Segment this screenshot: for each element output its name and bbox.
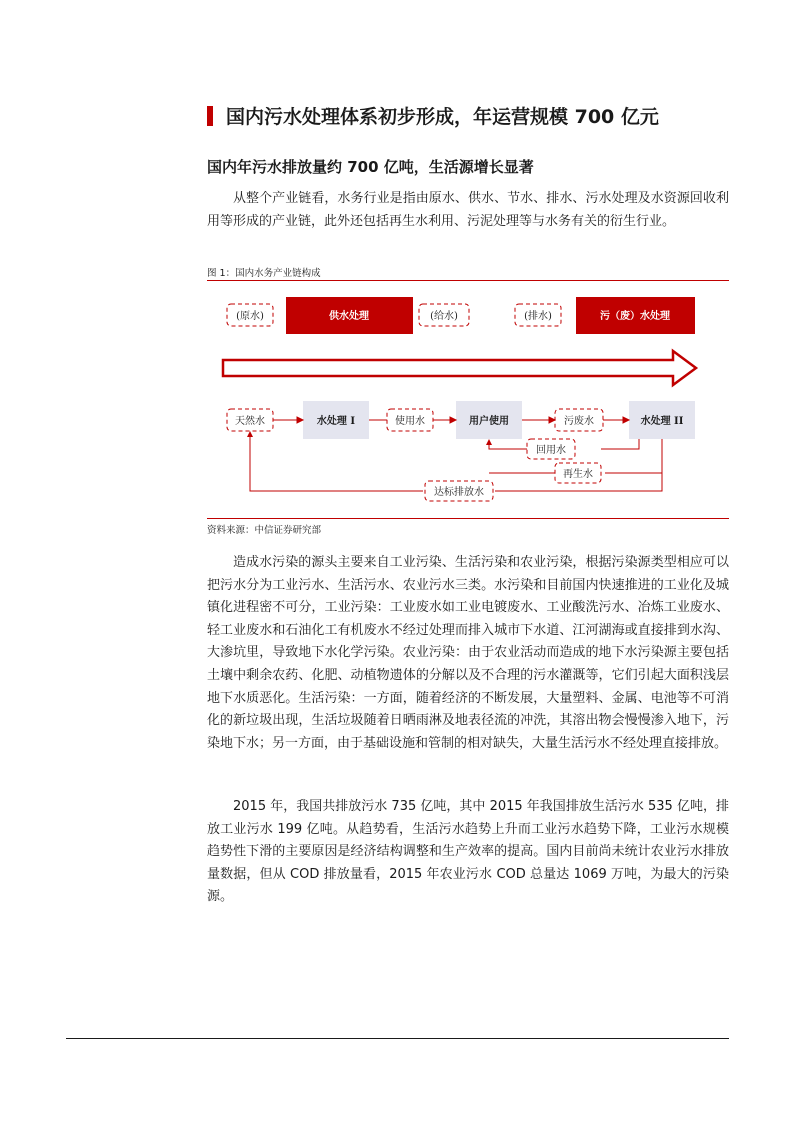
recycled-path-right [605, 439, 662, 473]
arrowhead-user-to-waste [549, 417, 555, 423]
body-paragraph-2-text: 2015 年，我国共排放污水 735 亿吨，其中 2015 年我国排放生活污水 535 亿吨，排放工业污水 199 亿吨。从趋势看，生活污水趋势上升而工业污水趋势下降，工业污水规模趋势性下滑的主要原因是经济结构调整和生产效率的提高。国内目前尚未统计农业污水排放量数据，但从 COD 排放量看，2015 年农业污水 COD 总量达 1069 万吨，为最大的污染源。 [207, 799, 729, 905]
waste-water-label: 污废水 [564, 416, 594, 427]
drainage-label: (排水) [524, 311, 552, 322]
section-subtitle: 国内年污水排放量约 700 亿吨，生活源增长显著 [207, 158, 534, 176]
reused-water-label: 回用水 [536, 445, 566, 456]
section-title: 国内污水处理体系初步形成，年运营规模 700 亿元 [226, 106, 659, 128]
body-paragraph-1 [207, 552, 729, 755]
water-industry-chain-diagram [207, 284, 729, 518]
supply-processing-label: 供水处理 [329, 311, 369, 322]
user-use-label: 用户使用 [469, 416, 509, 427]
arrowhead-natural-to-treatment [297, 417, 303, 423]
figure-source: 资料来源：中信证券研究部 [207, 525, 322, 536]
title-accent-bar [207, 106, 213, 126]
value-chain-arrow [223, 351, 696, 385]
figure-top-rule [207, 280, 729, 281]
figure-bottom-rule [207, 518, 729, 519]
arrowhead-to-user [486, 439, 492, 445]
body-paragraph-2 [207, 796, 729, 909]
sewage-processing-label: 污（废）水处理 [600, 311, 670, 322]
intro-paragraph [207, 188, 729, 233]
natural-water-label: 天然水 [235, 416, 265, 427]
figure-caption: 图 1：国内水务产业链构成 [207, 268, 321, 279]
water-treatment-2-label: 水处理 II [640, 416, 684, 427]
using-water-label: 使用水 [395, 416, 425, 427]
arrowhead-waste-to-treatment2 [623, 417, 629, 423]
arrowhead-using-to-user [450, 417, 456, 423]
distribution-label: (给水) [430, 311, 458, 322]
reuse-path-right [601, 439, 639, 449]
footer-rule [66, 1038, 729, 1039]
discharge-water-label: 达标排放水 [434, 487, 484, 498]
body-paragraph-1-text: 造成水污染的源头主要来自工业污染、生活污染和农业污染，根据污染源类型相应可以把污水分为工业污水、生活污水、农业污水三类。水污染和目前国内快速推进的工业化及城镇化进程密不可分，工业污染：工业废水如工业电镀废水、工业酸洗污水、冶炼工业废水、轻工业废水和石油化工有机废水不经过处理而排入城市下水道、江河湖海或直接排到水沟、大渗坑里，导致地下水化学污染。农业污染：由于农业活动而造成的地下水污染源主要包括土壤中剩余农药、化肥、动植物遗体的分解以及不合理的污水灌溉等，它们引起大面积浅层地下水质恶化。生活污染：一方面，随着经济的不断发展，大量塑料、金属、电池等不可消化的新垃圾出现，生活垃圾随着日晒雨淋及地表径流的冲洗，其溶出物会慢慢渗入地下，污染地下水；另一方面，由于基础设施和管制的相对缺失，大量生活污水不经处理直接排放。 [207, 555, 729, 751]
discharge-path-left [250, 435, 423, 491]
raw-water-label: (原水) [236, 311, 264, 322]
recycled-water-label: 再生水 [563, 469, 593, 480]
arrowhead-to-natural [247, 431, 253, 437]
intro-paragraph-text: 从整个产业链看，水务行业是指由原水、供水、节水、排水、污水处理及水资源回收利用等形成的产业链，此外还包括再生水利用、污泥处理等与水务有关的衍生行业。 [207, 191, 729, 229]
water-treatment-1-label: 水处理 I [316, 416, 356, 427]
